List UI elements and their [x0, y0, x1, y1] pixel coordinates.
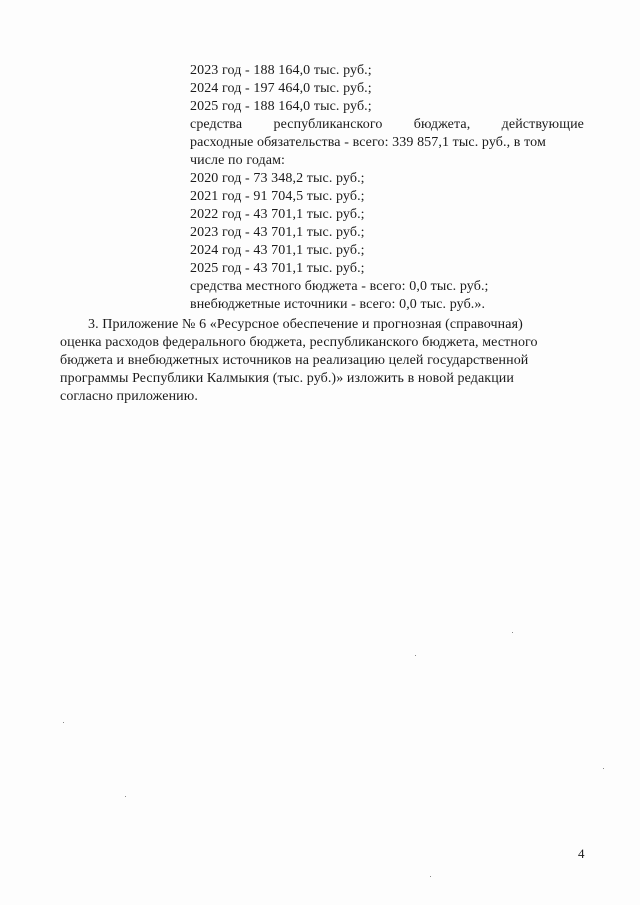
republic-year-2022: 2022 год - 43 701,1 тыс. руб.; — [190, 207, 365, 222]
scan-speck — [430, 876, 431, 877]
item3-line2: оценка расходов федерального бюджета, республиканского бюджета, местного — [60, 335, 538, 350]
item3-line5: согласно приложению. — [60, 389, 198, 404]
word-respublikanskogo: республиканского — [273, 117, 383, 132]
republic-year-2024: 2024 год - 43 701,1 тыс. руб.; — [190, 243, 365, 258]
republic-year-2021: 2021 год - 91 704,5 тыс. руб.; — [190, 189, 365, 204]
republic-budget-line1 — [190, 116, 584, 134]
scan-speck — [415, 655, 416, 656]
republic-budget-line2: расходные обязательства - всего: 339 857,1 тыс. руб., в том — [190, 135, 546, 150]
scan-speck — [125, 796, 126, 797]
word-deystvuyushchie: действующие — [501, 117, 584, 132]
page-number: 4 — [578, 846, 585, 861]
local-budget-line: средства местного бюджета - всего: 0,0 тыс. руб.; — [190, 279, 489, 294]
funding-line-2024: 2024 год - 197 464,0 тыс. руб.; — [190, 81, 372, 96]
item3-line3: бюджета и внебюджетных источников на реализацию целей государственной — [60, 353, 529, 368]
republic-budget-line3: числе по годам: — [190, 153, 286, 168]
extra-budget-line: внебюджетные источники - всего: 0,0 тыс. руб.». — [190, 297, 486, 312]
item3-line1: 3. Приложение № 6 «Ресурсное обеспечение и прогнозная (справочная) — [88, 317, 523, 332]
republic-year-2020: 2020 год - 73 348,2 тыс. руб.; — [190, 171, 365, 186]
word-sredstva: средства — [190, 117, 243, 132]
scan-speck — [603, 768, 604, 769]
word-byudzheta: бюджета, — [413, 117, 471, 132]
item3-line4: программы Республики Калмыкия (тыс. руб.)» изложить в новой редакции — [60, 371, 514, 386]
republic-year-2023: 2023 год - 43 701,1 тыс. руб.; — [190, 225, 365, 240]
scan-speck — [512, 632, 513, 633]
funding-line-2023: 2023 год - 188 164,0 тыс. руб.; — [190, 63, 372, 78]
funding-line-2025: 2025 год - 188 164,0 тыс. руб.; — [190, 99, 372, 114]
republic-year-2025: 2025 год - 43 701,1 тыс. руб.; — [190, 261, 365, 276]
scan-speck — [63, 722, 64, 723]
